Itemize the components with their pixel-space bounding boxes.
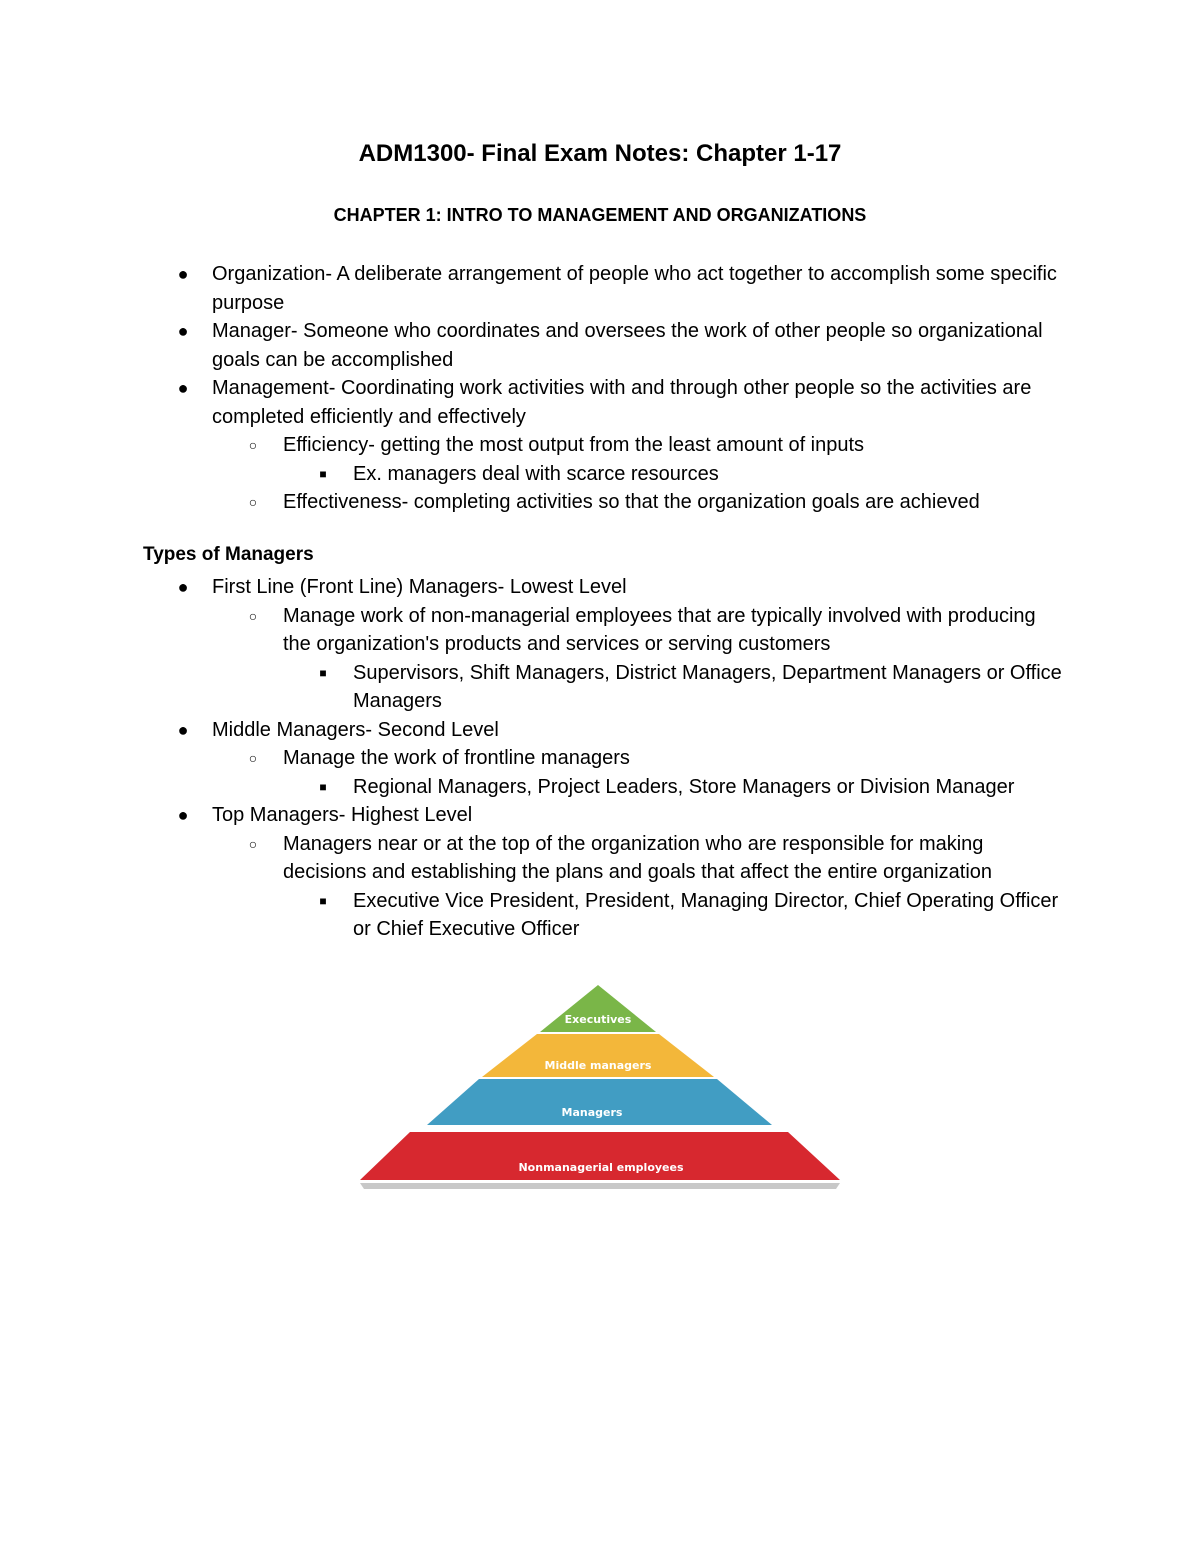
circle-bullet-icon: ○ [248, 607, 258, 624]
list-item-text: Ex. managers deal with scarce resources [353, 462, 719, 485]
list-item-text: Effectiveness- completing activities so that the organization goals are achieved [283, 491, 980, 513]
square-bullet-icon: ■ [319, 665, 327, 680]
list-item-first-line-desc [0, 602, 1200, 659]
list-item-text: Middle Managers- Second Level [212, 718, 499, 741]
list-item-top [0, 801, 1200, 830]
intro-bullet-list [0, 260, 1200, 517]
list-item-text: Manage the work of frontline managers [283, 747, 630, 769]
chapter-heading: CHAPTER 1: INTRO TO MANAGEMENT AND ORGANIZATIONS [333, 205, 867, 225]
list-item-text: Supervisors, Shift Managers, District Managers, Department Managers or Office Managers [353, 661, 1062, 712]
bullet-icon: ● [177, 805, 189, 825]
pyramid-label-managers: Managers [561, 1106, 623, 1119]
pyramid-label-nonmanagerial: Nonmanagerial employees [518, 1161, 684, 1174]
circle-bullet-icon: ○ [248, 494, 258, 510]
section-heading-types-of-managers: Types of Managers [143, 544, 314, 565]
list-item-middle-desc [0, 744, 1200, 773]
list-item-manager [0, 317, 1200, 374]
pyramid-shadow [360, 1183, 840, 1189]
list-item-management [0, 374, 1200, 431]
list-item-text: Top Managers- Highest Level [212, 804, 473, 826]
circle-bullet-icon: ○ [248, 750, 258, 766]
list-item-first-line [0, 573, 1200, 602]
management-pyramid-diagram [350, 980, 850, 1195]
list-item-text: Executive Vice President, President, Managing Director, Chief Operating Officer or Chief Executive Officer [353, 889, 1059, 940]
page-title: ADM1300- Final Exam Notes: Chapter 1-17 [358, 140, 842, 167]
square-bullet-icon: ■ [319, 893, 327, 908]
list-item-text: Management- Coordinating work activities with and through other people so the activities are completed efficiently and effectively [212, 377, 1032, 428]
square-bullet-icon: ■ [319, 779, 327, 794]
bullet-icon: ● [177, 719, 189, 740]
list-item-top-examples [0, 887, 1200, 944]
circle-bullet-icon: ○ [248, 437, 258, 453]
list-item-text: Manage work of non-managerial employees that are typically involved with producing the organization's products and services or serving customers [283, 604, 1036, 655]
list-item-effectiveness [0, 488, 1200, 517]
list-item-organization [0, 260, 1200, 317]
circle-bullet-icon: ○ [248, 835, 258, 852]
bullet-icon: ● [177, 577, 189, 597]
bullet-icon: ● [177, 321, 189, 341]
managers-bullet-list [0, 573, 1200, 944]
list-item-efficiency-example [0, 460, 1200, 489]
list-item-middle-examples [0, 773, 1200, 802]
list-item-text: First Line (Front Line) Managers- Lowest Level [212, 576, 627, 598]
list-item-top-desc [0, 830, 1200, 887]
bullet-icon: ● [177, 378, 189, 398]
square-bullet-icon: ■ [319, 466, 327, 481]
list-item-text: Regional Managers, Project Leaders, Store Managers or Division Manager [353, 775, 1015, 798]
pyramid-label-middle-managers: Middle managers [544, 1059, 652, 1072]
list-item-text: Efficiency- getting the most output from the least amount of inputs [283, 434, 865, 456]
list-item-text: Managers near or at the top of the organization who are responsible for making decisions and establishing the plans and goals that affect the entire organization [283, 832, 993, 883]
list-item-efficiency [0, 431, 1200, 460]
pyramid-label-executives: Executives [564, 1013, 632, 1026]
list-item-text: Manager- Someone who coordinates and oversees the work of other people so organizational goals can be accomplished [212, 320, 1043, 371]
list-item-text: Organization- A deliberate arrangement of people who act together to accomplish some specific purpose [212, 263, 1057, 314]
list-item-first-line-examples [0, 659, 1200, 716]
bullet-icon: ● [177, 264, 189, 284]
list-item-middle [0, 716, 1200, 745]
